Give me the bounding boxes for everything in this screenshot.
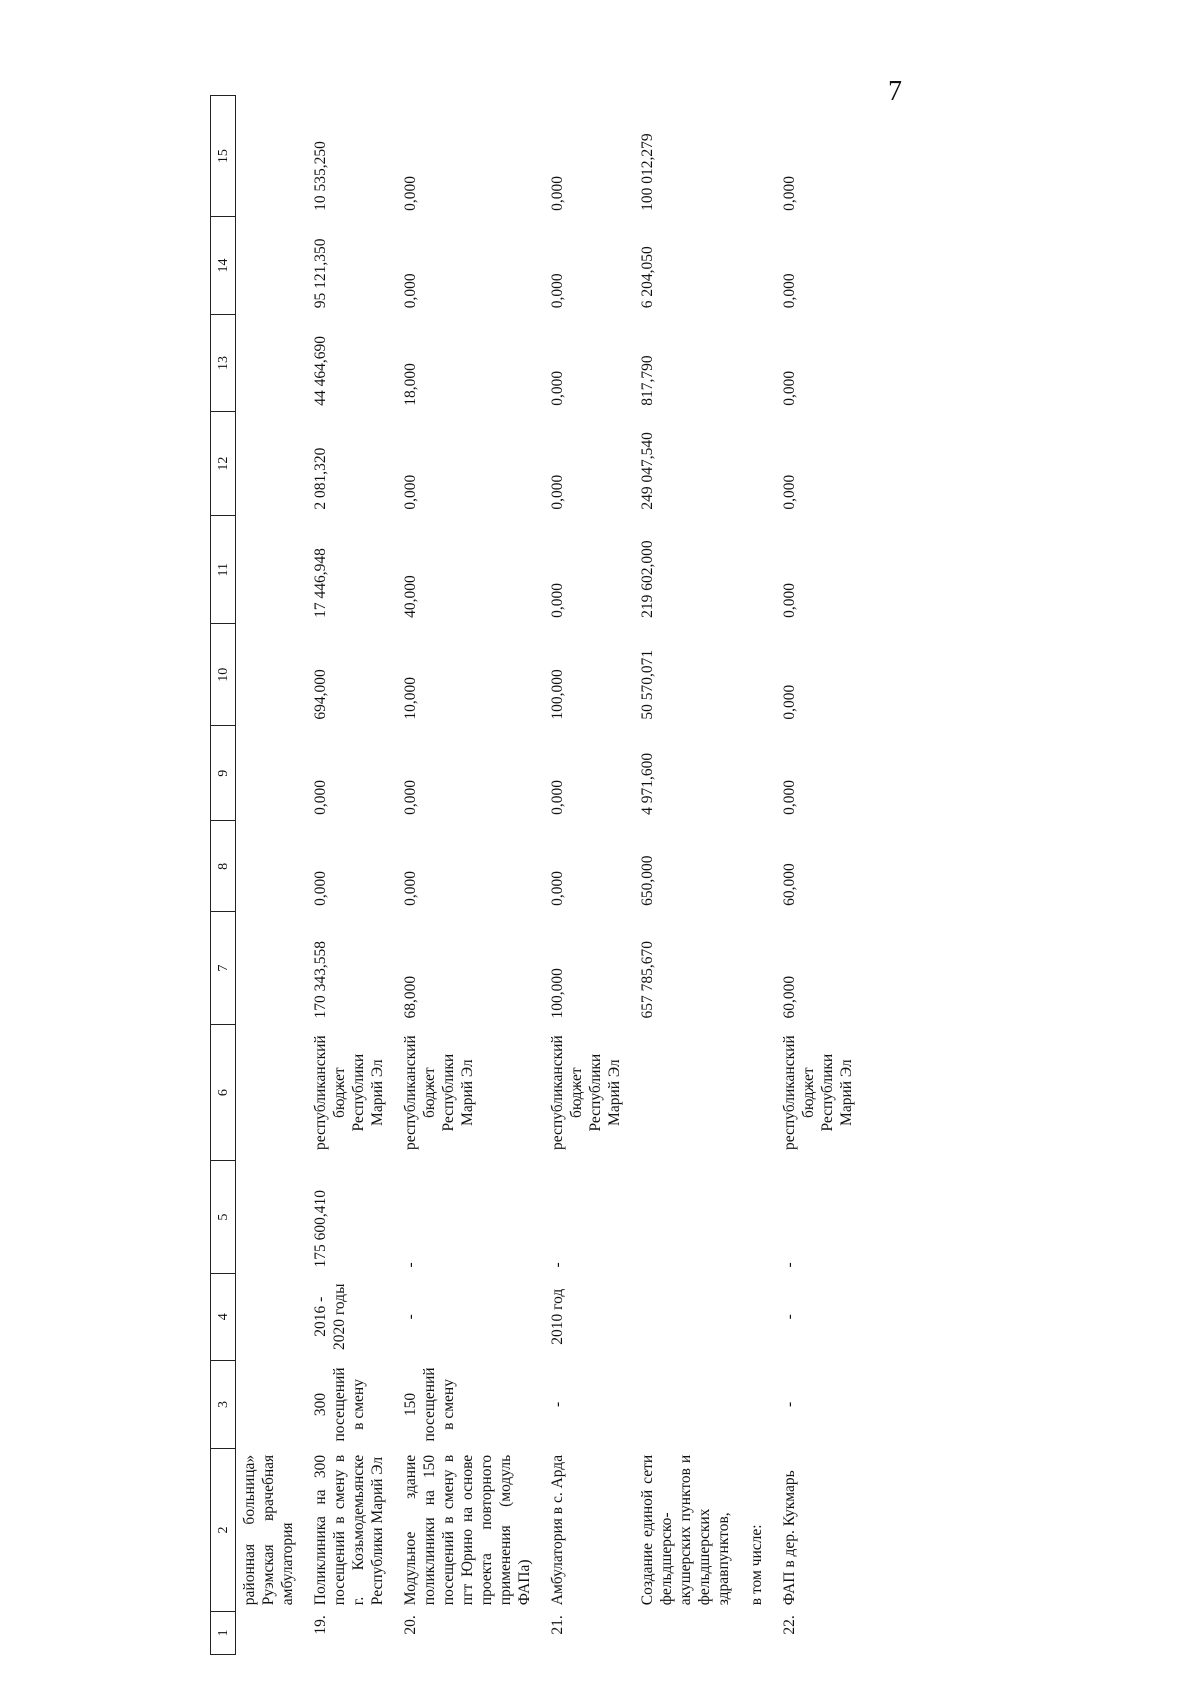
cell-source (634, 1024, 743, 1160)
cell-cost: - (402, 1262, 419, 1268)
cell-cost: - (781, 1262, 798, 1268)
cell-cost (236, 1161, 308, 1274)
cell-cost: - (549, 1262, 566, 1268)
cell-c9 (236, 726, 308, 821)
cell-c7: 68,000 (402, 975, 419, 1019)
cell-c14 (743, 217, 776, 314)
cell-c7: 657 785,670 (639, 940, 656, 1019)
cell-capacity (743, 1360, 776, 1449)
cell-c10: 0,000 (781, 684, 798, 720)
header-row (211, 96, 236, 1655)
cell-c13: 817,790 (639, 355, 656, 406)
cell-c8: 650,000 (639, 855, 656, 906)
cell-c9: 0,000 (781, 780, 798, 815)
cell-c7 (236, 912, 308, 1025)
cell-c14: 95 121,350 (312, 238, 329, 309)
column-header-13: 13 (211, 314, 236, 411)
cell-c11: 40,000 (402, 575, 419, 618)
cell-name: в том числе: (748, 1524, 765, 1606)
cell-period (743, 1273, 776, 1360)
table-row (634, 96, 743, 1655)
cell-capacity: 300 посещений в смену (312, 1367, 367, 1442)
column-header-7: 7 (211, 912, 236, 1025)
cell-c12 (743, 412, 776, 516)
cell-c15: 0,000 (781, 175, 798, 211)
cell-capacity: - (781, 1401, 798, 1408)
cell-c7 (743, 912, 776, 1025)
cell-c12: 249 047,540 (639, 432, 656, 510)
cell-c14: 0,000 (781, 273, 798, 309)
cell-c10: 694,000 (312, 669, 329, 720)
column-header-4: 4 (211, 1273, 236, 1360)
cell-c12: 0,000 (402, 474, 419, 510)
table-row (307, 96, 397, 1655)
column-header-1: 1 (211, 1611, 236, 1654)
cell-no (743, 1611, 776, 1654)
column-header-9: 9 (211, 726, 236, 821)
cell-source: республиканский бюджет Республики Марий Эл (402, 1035, 476, 1151)
cell-c14: 0,000 (549, 273, 566, 309)
cell-name: Модульное здание поликлиники на 150 посещений в смену в пгт Юрино на основе проекта повторного применения (модуль ФАПа) (402, 1454, 533, 1606)
cell-source: республиканский бюджет Республики Марий Эл (781, 1035, 855, 1151)
cell-c9: 0,000 (402, 780, 419, 815)
cell-cost (634, 1161, 743, 1274)
cell-period: 2016 - 2020 годы (312, 1283, 348, 1350)
cell-no: 19. (312, 1615, 329, 1635)
cell-name: Амбулатория в с. Арда (549, 1454, 566, 1606)
cell-period: - (781, 1314, 798, 1320)
table-row (776, 96, 866, 1655)
cell-capacity: 150 посещений в смену (402, 1367, 457, 1442)
cell-name: Создание единой сети фельдшерско-акушерских пунктов и фельдшерских здравпунктов, (639, 1454, 732, 1606)
cell-c10 (743, 624, 776, 726)
cell-c11: 0,000 (549, 583, 566, 618)
cell-c7: 100,000 (549, 968, 566, 1019)
cell-c14 (236, 217, 308, 314)
column-header-5: 5 (211, 1161, 236, 1274)
cell-cost: 175 600,410 (312, 1189, 329, 1268)
cell-c11: 0,000 (781, 583, 798, 618)
cell-c9: 0,000 (549, 780, 566, 815)
cell-period: - (402, 1314, 419, 1320)
column-header-8: 8 (211, 821, 236, 912)
cell-capacity: - (549, 1401, 566, 1408)
cell-capacity (634, 1360, 743, 1449)
cell-cost (743, 1161, 776, 1274)
column-header-3: 3 (211, 1360, 236, 1449)
cell-c12: 0,000 (781, 474, 798, 510)
column-header-11: 11 (211, 516, 236, 624)
cell-c11 (236, 516, 308, 624)
cell-c13: 44 464,690 (312, 335, 329, 406)
cell-source (236, 1024, 308, 1160)
table-row (743, 96, 776, 1655)
cell-c15: 100 012,279 (639, 133, 656, 211)
cell-c15 (236, 96, 308, 217)
column-header-12: 12 (211, 412, 236, 516)
table-body (236, 96, 867, 1655)
cell-c8: 0,000 (549, 870, 566, 906)
cell-c11 (743, 516, 776, 624)
table-row (236, 96, 308, 1655)
cell-period (236, 1273, 308, 1360)
cell-c14: 6 204,050 (639, 246, 656, 309)
cell-c10: 50 570,071 (639, 649, 656, 720)
cell-c14: 0,000 (402, 273, 419, 309)
cell-name: Поликлиника на 300 посещений в смену в г. Козьмодемьянске Республики Марий Эл (312, 1454, 386, 1606)
cell-c7: 170 343,558 (312, 940, 329, 1019)
data-table (210, 95, 866, 1655)
column-header-2: 2 (211, 1449, 236, 1611)
cell-source: республиканский бюджет Республики Марий Эл (312, 1035, 386, 1151)
table-row (397, 96, 544, 1655)
cell-no (236, 1611, 308, 1654)
cell-c15: 0,000 (402, 175, 419, 211)
cell-c13 (236, 314, 308, 411)
cell-period: 2010 год (549, 1288, 566, 1345)
cell-c9: 0,000 (312, 780, 329, 815)
cell-c13: 0,000 (781, 370, 798, 406)
cell-c7: 60,000 (781, 975, 798, 1019)
cell-c10: 100,000 (549, 669, 566, 720)
cell-period (634, 1273, 743, 1360)
cell-c8 (743, 821, 776, 912)
cell-c15 (743, 96, 776, 217)
cell-source: республиканский бюджет Республики Марий Эл (549, 1035, 623, 1151)
cell-c12 (236, 412, 308, 516)
cell-c8: 60,000 (781, 863, 798, 906)
column-header-14: 14 (211, 217, 236, 314)
cell-c9 (743, 726, 776, 821)
cell-c8: 0,000 (402, 870, 419, 906)
cell-c9: 4 971,600 (639, 752, 656, 815)
cell-c11: 17 446,948 (312, 548, 329, 618)
column-header-15: 15 (211, 96, 236, 217)
cell-c13: 18,000 (402, 363, 419, 406)
cell-c13 (743, 314, 776, 411)
column-header-10: 10 (211, 624, 236, 726)
cell-c11: 219 602,000 (639, 540, 656, 618)
cell-c15: 10 535,250 (312, 141, 329, 211)
cell-c13: 0,000 (549, 370, 566, 406)
cell-no (634, 1611, 743, 1654)
cell-name: районная больница» Руэмская врачебная амбулатория (241, 1454, 296, 1606)
cell-no: 22. (781, 1615, 798, 1635)
page-number: 7 (888, 76, 902, 107)
cell-c15: 0,000 (549, 175, 566, 211)
cell-c10 (236, 624, 308, 726)
cell-c12: 2 081,320 (312, 447, 329, 510)
column-header-6: 6 (211, 1024, 236, 1160)
cell-capacity (236, 1360, 308, 1449)
cell-no: 21. (549, 1615, 566, 1635)
cell-c8: 0,000 (312, 870, 329, 906)
cell-c8 (236, 821, 308, 912)
cell-source (743, 1024, 776, 1160)
cell-c10: 10,000 (402, 677, 419, 720)
cell-name: ФАП в дер. Кукмарь (781, 1470, 798, 1606)
cell-c12: 0,000 (549, 474, 566, 510)
table-row (544, 96, 634, 1655)
cell-no: 20. (402, 1615, 419, 1635)
